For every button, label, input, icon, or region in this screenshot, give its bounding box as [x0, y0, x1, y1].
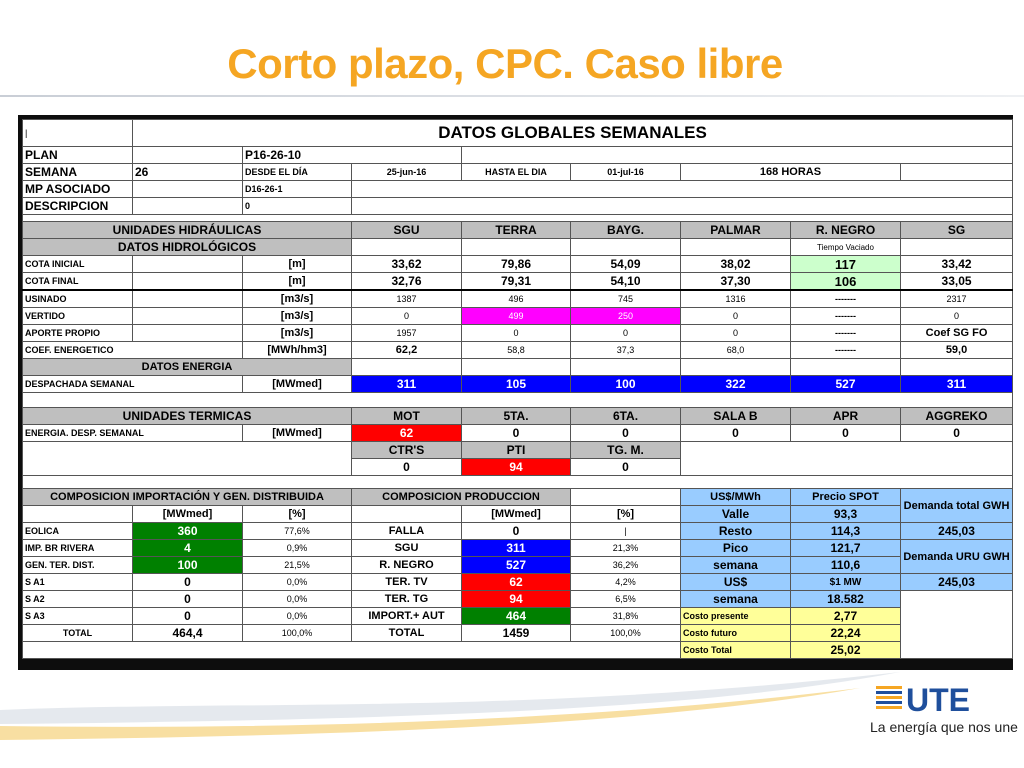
aporte-palmar: 0 [681, 325, 791, 342]
plan-value: P16-26-10 [243, 147, 462, 164]
datos-energia-header: DATOS ENERGIA [23, 359, 352, 376]
coef-sgu: 62,2 [352, 342, 462, 359]
plant-aggreko: AGGREKO [901, 408, 1013, 425]
cota-final-bayg: 54,10 [571, 273, 681, 291]
comp-imp-header: COMPOSICION IMPORTACIÓN Y GEN. DISTRIBUIDA [23, 489, 352, 506]
costo-presente-label: Costo presente [681, 608, 791, 625]
despachada-palmar: 322 [681, 376, 791, 393]
plant-mot: MOT [352, 408, 462, 425]
desde-value: 25-jun-16 [352, 164, 462, 181]
despachada-label: DESPACHADA SEMANAL [23, 376, 243, 393]
usinado-unit: [m3/s] [243, 290, 352, 308]
horas-value: 168 HORAS [681, 164, 901, 181]
semana-label: SEMANA [23, 164, 133, 181]
costo-futuro-label: Costo futuro [681, 625, 791, 642]
coef-palmar: 68,0 [681, 342, 791, 359]
costo-total-value: 25,02 [791, 642, 901, 659]
energia-mot: 62 [352, 425, 462, 442]
usinado-terra: 496 [462, 290, 571, 308]
prod-mw-falla: 0 [462, 523, 571, 540]
cota-inicial-sg: 33,42 [901, 256, 1013, 273]
energia-pti: 94 [462, 459, 571, 476]
vertido-palmar: 0 [681, 308, 791, 325]
prod-label-falla: FALLA [352, 523, 462, 540]
prod-pct-tertv: 4,2% [571, 574, 681, 591]
energia-tgm: 0 [571, 459, 681, 476]
demanda-uru-value: 245,03 [901, 574, 1013, 591]
comp-label-sa1: S A1 [23, 574, 133, 591]
prod-pct-sgu: 21,3% [571, 540, 681, 557]
comp-pct-sa2: 0,0% [243, 591, 352, 608]
vertido-unit: [m3/s] [243, 308, 352, 325]
energia-sala-b: 0 [681, 425, 791, 442]
energia-ctrs: 0 [352, 459, 462, 476]
prod-mw-tertv: 62 [462, 574, 571, 591]
energia-desp-label: ENERGIA. DESP. SEMANAL [23, 425, 243, 442]
coef-rnegro: ------- [791, 342, 901, 359]
datos-hidro-header: DATOS HIDROLÓGICOS [23, 239, 352, 256]
usd-mwh-header: US$/MWh [681, 489, 791, 506]
comp-total-mw: 464,4 [133, 625, 243, 642]
prod-mw-tertg: 94 [462, 591, 571, 608]
imp-pct-header: [%] [243, 506, 352, 523]
semana-value: 26 [133, 164, 243, 181]
prod-total-label: TOTAL [352, 625, 462, 642]
cota-final-terra: 79,31 [462, 273, 571, 291]
comp-prod-header: COMPOSICION PRODUCCION [352, 489, 571, 506]
slide-title: Corto plazo, CPC. Caso libre [227, 40, 783, 87]
cota-final-rnegro: 106 [791, 273, 901, 291]
title-rule [0, 95, 1024, 97]
comp-label-rivera: IMP. BR RIVERA [23, 540, 133, 557]
comp-mw-sa3: 0 [133, 608, 243, 625]
prod-label-rnegro: R. NEGRO [352, 557, 462, 574]
ute-stripes-icon [876, 686, 902, 709]
cota-final-sgu: 32,76 [352, 273, 462, 291]
comp-label-eolica: EOLICA [23, 523, 133, 540]
prod-label-tertv: TER. TV [352, 574, 462, 591]
ute-brand-text: UTE [906, 682, 970, 718]
mp-value: D16-26-1 [243, 181, 352, 198]
despachada-terra: 105 [462, 376, 571, 393]
plant-palmar: PALMAR [681, 222, 791, 239]
prod-pct-falla: | [571, 523, 681, 540]
plant-6ta: 6TA. [571, 408, 681, 425]
cota-inicial-terra: 79,86 [462, 256, 571, 273]
cota-final-unit: [m] [243, 273, 352, 291]
spot-value-semana: 110,6 [791, 557, 901, 574]
cota-inicial-sgu: 33,62 [352, 256, 462, 273]
spot-label-semana: semana [681, 557, 791, 574]
prod-mw-rnegro: 527 [462, 557, 571, 574]
comp-label-sa3: S A3 [23, 608, 133, 625]
hasta-value: 01-jul-16 [571, 164, 681, 181]
prod-label-import: IMPORT.+ AUT [352, 608, 462, 625]
plant-sala-b: SALA B [681, 408, 791, 425]
coef-unit: [MWh/hm3] [243, 342, 352, 359]
mp-label: MP ASOCIADO [23, 181, 133, 198]
thermal-header: UNIDADES TERMICAS [23, 408, 352, 425]
prod-mw-sgu: 311 [462, 540, 571, 557]
usd-semana-value: 18.582 [791, 591, 901, 608]
spot-value-pico: 121,7 [791, 540, 901, 557]
spot-label-resto: Resto [681, 523, 791, 540]
coef-terra: 58,8 [462, 342, 571, 359]
desc-value: 0 [243, 198, 352, 215]
vertido-rnegro: ------- [791, 308, 901, 325]
vertido-label: VERTIDO [23, 308, 133, 325]
prod-total-pct: 100,0% [571, 625, 681, 642]
vertido-terra: 499 [462, 308, 571, 325]
plant-pti: PTI [462, 442, 571, 459]
aporte-sgu: 1957 [352, 325, 462, 342]
sheet-main-title: DATOS GLOBALES SEMANALES [133, 120, 1013, 147]
plant-sgu: SGU [352, 222, 462, 239]
precio-spot-header: Precio SPOT [791, 489, 901, 506]
coef-sg: 59,0 [901, 342, 1013, 359]
vertido-sgu: 0 [352, 308, 462, 325]
energia-aggreko: 0 [901, 425, 1013, 442]
cota-final-palmar: 37,30 [681, 273, 791, 291]
plant-ctrs: CTR'S [352, 442, 462, 459]
spot-value-resto: 114,3 [791, 523, 901, 540]
datos-globales-table [22, 119, 1013, 659]
usinado-label: USINADO [23, 290, 133, 308]
usinado-sgu: 1387 [352, 290, 462, 308]
prod-mw-import: 464 [462, 608, 571, 625]
ute-tagline: La energía que nos une [870, 719, 1018, 735]
aporte-terra: 0 [462, 325, 571, 342]
imp-mwmed-header: [MWmed] [133, 506, 243, 523]
comp-pct-sa3: 0,0% [243, 608, 352, 625]
despachada-unit: [MWmed] [243, 376, 352, 393]
vertido-bayg: 250 [571, 308, 681, 325]
cota-final-sg: 33,05 [901, 273, 1013, 291]
comp-total-label: TOTAL [23, 625, 133, 642]
tiempo-vaciado-label: Tiempo Vaciado [791, 239, 901, 256]
plant-apr: APR [791, 408, 901, 425]
demanda-uru-header: Demanda URU GWH [901, 540, 1013, 574]
costo-presente-value: 2,77 [791, 608, 901, 625]
plant-rnegro: R. NEGRO [791, 222, 901, 239]
costo-futuro-value: 22,24 [791, 625, 901, 642]
prod-pct-header: [%] [571, 506, 681, 523]
plant-bayg: BAYG. [571, 222, 681, 239]
comp-total-pct: 100,0% [243, 625, 352, 642]
despachada-sgu: 311 [352, 376, 462, 393]
cota-inicial-palmar: 38,02 [681, 256, 791, 273]
comp-mw-rivera: 4 [133, 540, 243, 557]
usinado-sg: 2317 [901, 290, 1013, 308]
usd-unit: $1 MW [791, 574, 901, 591]
desc-label: DESCRIPCION [23, 198, 133, 215]
despachada-rnegro: 527 [791, 376, 901, 393]
coef-sg-fo-label: Coef SG FO [901, 325, 1013, 342]
aporte-bayg: 0 [571, 325, 681, 342]
energia-desp-unit: [MWmed] [243, 425, 352, 442]
comp-mw-sa1: 0 [133, 574, 243, 591]
usinado-palmar: 1316 [681, 290, 791, 308]
comp-pct-rivera: 0,9% [243, 540, 352, 557]
aporte-rnegro: ------- [791, 325, 901, 342]
valle-label: Valle [681, 506, 791, 523]
comp-mw-sa2: 0 [133, 591, 243, 608]
prod-total-mw: 1459 [462, 625, 571, 642]
energia-5ta: 0 [462, 425, 571, 442]
cota-inicial-rnegro: 117 [791, 256, 901, 273]
cota-inicial-label: COTA INICIAL [23, 256, 133, 273]
prod-mwmed-header: [MWmed] [462, 506, 571, 523]
despachada-bayg: 100 [571, 376, 681, 393]
comp-pct-eolica: 77,6% [243, 523, 352, 540]
cota-inicial-unit: [m] [243, 256, 352, 273]
spot-label-pico: Pico [681, 540, 791, 557]
comp-mw-eolica: 360 [133, 523, 243, 540]
vertido-sg: 0 [901, 308, 1013, 325]
hasta-label: HASTA EL DIA [462, 164, 571, 181]
plant-sg: SG [901, 222, 1013, 239]
comp-pct-gentd: 21,5% [243, 557, 352, 574]
usinado-rnegro: ------- [791, 290, 901, 308]
aporte-unit: [m3/s] [243, 325, 352, 342]
usd-label: US$ [681, 574, 791, 591]
coef-label: COEF. ENERGETICO [23, 342, 243, 359]
corner-mark: | [23, 120, 133, 147]
comp-label-sa2: S A2 [23, 591, 133, 608]
usd-semana-label: semana [681, 591, 791, 608]
usinado-bayg: 745 [571, 290, 681, 308]
despachada-sg: 311 [901, 376, 1013, 393]
demanda-total-header: Demanda total GWH [901, 489, 1013, 523]
prod-pct-rnegro: 36,2% [571, 557, 681, 574]
costo-total-label: Costo Total [681, 642, 791, 659]
cota-final-label: COTA FINAL [23, 273, 133, 291]
cota-inicial-bayg: 54,09 [571, 256, 681, 273]
plant-5ta: 5TA. [462, 408, 571, 425]
hydro-header: UNIDADES HIDRÁULICAS [23, 222, 352, 239]
coef-bayg: 37,3 [571, 342, 681, 359]
valle-value: 93,3 [791, 506, 901, 523]
desde-label: DESDE EL DÍA [243, 164, 352, 181]
ute-logo [872, 676, 1012, 746]
prod-label-tertg: TER. TG [352, 591, 462, 608]
comp-mw-gentd: 100 [133, 557, 243, 574]
prod-pct-import: 31,8% [571, 608, 681, 625]
energia-apr: 0 [791, 425, 901, 442]
plant-terra: TERRA [462, 222, 571, 239]
energia-6ta: 0 [571, 425, 681, 442]
demanda-total-value: 245,03 [901, 523, 1013, 540]
comp-pct-sa1: 0,0% [243, 574, 352, 591]
prod-label-sgu: SGU [352, 540, 462, 557]
prod-pct-tertg: 6,5% [571, 591, 681, 608]
comp-label-gentd: GEN. TER. DIST. [23, 557, 133, 574]
plan-label: PLAN [23, 147, 133, 164]
plant-tgm: TG. M. [571, 442, 681, 459]
aporte-label: APORTE PROPIO [23, 325, 133, 342]
